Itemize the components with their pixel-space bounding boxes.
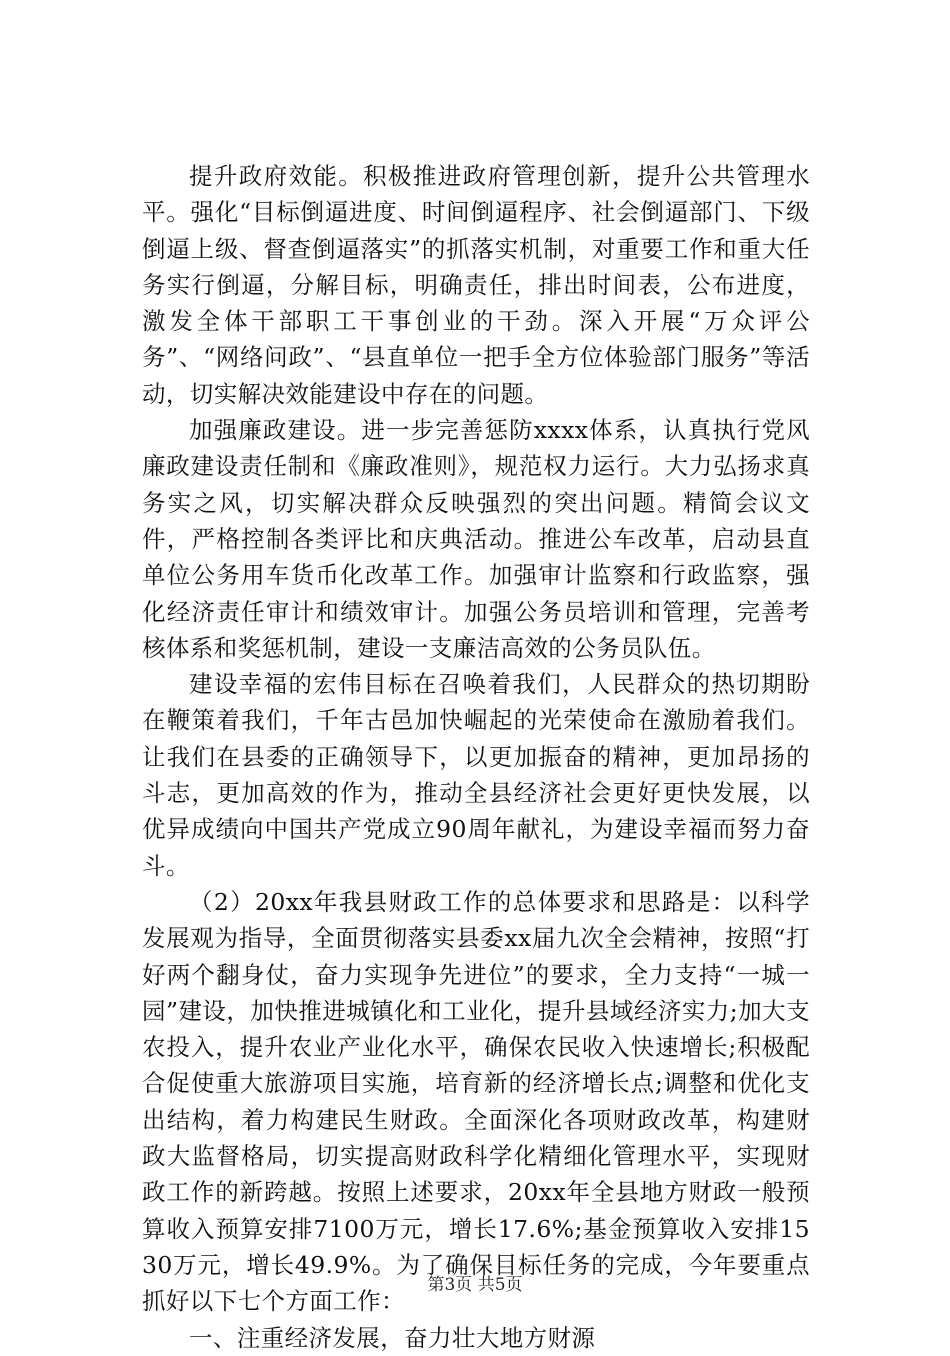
paragraph-finance-requirements: （2）20xx年我县财政工作的总体要求和思路是：以科学发展观为指导，全面贯彻落实县委xx届九次全会精神，按照“打好两个翻身仗，奋力实现争先进位”的要求，全力支持“一城一园”建设，加快推进城镇化和工业化，提升县域经济实力;加大支农投入，提升农业产业化水平，确保农民收入快速增长;积极配合促使重大旅游项目实施，培育新的经济增长点;调整和优化支出结构，着力构建民生财政。全面深化各项财政改革，构建财政大监督格局，切实提高财政科学化精细化管理水平，实现财政工作的新跨越。按照上述要求，20xx年全县地方财政一般预算收入预算安排7100万元，增长17.6%;基金预算收入安排1530万元，增长49.9%。为了确保目标任务的完成，今年要重点抓好以下七个方面工作：: [142, 887, 810, 1316]
paragraph-efficiency: 提升政府效能。积极推进政府管理创新，提升公共管理水平。强化“目标倒逼进度、时间倒逼程序、社会倒逼部门、下级倒逼上级、督查倒逼落实”的抓落实机制，对重要工作和重大任务实行倒逼，分解目标，明确责任，排出时间表，公布进度，激发全体干部职工干事创业的干劲。深入开展“万众评公务”、“网络问政”、“县直单位一把手全方位体验部门服务”等活动，切实解决效能建设中存在的问题。: [142, 162, 810, 408]
section-heading: 一、注重经济发展，奋力壮大地方财源: [189, 1323, 596, 1352]
document-body: [142, 158, 810, 1356]
paragraph-integrity: 加强廉政建设。进一步完善惩防xxxx体系，认真执行党风廉政建设责任制和《廉政准则》，规范权力运行。大力弘扬求真务实之风，切实解决群众反映强烈的突出问题。精简会议文件，严格控制各类评比和庆典活动。推进公车改革，启动县直单位公务用车货币化改革工作。加强审计监察和行政监察，强化经济责任审计和绩效审计。加强公务员培训和管理，完善考核体系和奖惩机制，建设一支廉洁高效的公务员队伍。: [142, 416, 810, 662]
paragraph-closing-call: 建设幸福的宏伟目标在召唤着我们，人民群众的热切期盼在鞭策着我们，千年古邑加快崛起的光荣使命在激励着我们。让我们在县委的正确领导下，以更加振奋的精神，更加昂扬的斗志，更加高效的作为，推动全县经济社会更好更快发展，以优异成绩向中国共产党成立90周年献礼，为建设幸福而努力奋斗。: [142, 670, 810, 880]
page-footer: 第3页 共5页: [427, 1275, 523, 1295]
